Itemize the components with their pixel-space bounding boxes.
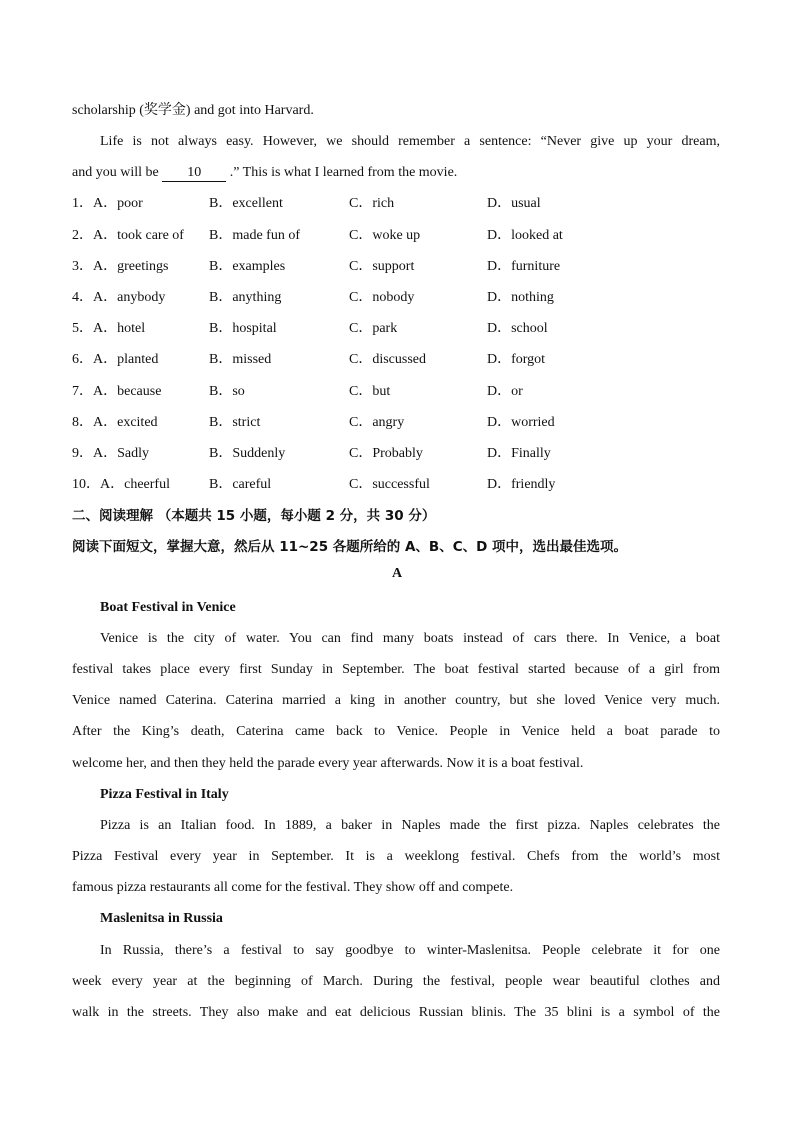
option-row: [72, 226, 722, 246]
option-c: C．woke up: [349, 228, 421, 243]
option-d: D．furniture: [487, 259, 561, 274]
option-d: D．nothing: [487, 290, 554, 305]
passage-line: In Russia, there’s a festival to say goodbye to winter-Maslenitsa. People celebrate it for one: [100, 943, 720, 958]
option-b: B．Suddenly: [209, 446, 286, 461]
passage-line: walk in the streets. They also make and eat delicious Russian blinis. The 35 blini is a symbol of the: [72, 1005, 720, 1020]
option-d: D．usual: [487, 196, 541, 211]
passage-line: festival takes place every first Sunday in September. The boat festival started because of a girl from: [72, 662, 720, 677]
passage-line: Venice is the city of water. You can find many boats instead of cars there. In Venice, a boat: [100, 631, 720, 646]
section-title: 二、阅读理解 （本题共 15 小题，每小题 2 分，共 30 分）: [72, 508, 436, 524]
option-c: C．but: [349, 384, 391, 399]
option-row: [72, 194, 722, 214]
option-b: B．strict: [209, 415, 261, 430]
intro-line-3-start: and you will be: [72, 165, 163, 180]
option-c: C．rich: [349, 196, 395, 211]
option-c: C．discussed: [349, 352, 426, 367]
section-instruction: 阅读下面短文，掌握大意，然后从 11~25 各题所给的 A、B、C、D 项中，选出最佳选项。: [72, 539, 628, 555]
option-b: B．so: [209, 384, 245, 399]
option-b: B．hospital: [209, 321, 277, 336]
passage-line: week every year at the beginning of March. During the festival, people wear beautiful clothes and: [72, 974, 720, 989]
passage-heading: Maslenitsa in Russia: [100, 911, 223, 926]
option-d: D．forgot: [487, 352, 546, 367]
option-d: D．friendly: [487, 477, 556, 492]
option-row: [72, 350, 722, 370]
part-label: A: [391, 566, 403, 581]
option-a: 6．A．planted: [72, 352, 159, 367]
option-row: [72, 319, 722, 339]
option-a: 5．A．hotel: [72, 321, 146, 336]
option-b: B．missed: [209, 352, 272, 367]
option-b: B．excellent: [209, 196, 283, 211]
option-a: 9．A．Sadly: [72, 446, 149, 461]
option-c: C．successful: [349, 477, 430, 492]
intro-line-1: scholarship (奖学金) and got into Harvard.: [72, 103, 314, 118]
option-row: [72, 475, 722, 495]
option-row: [72, 382, 722, 402]
passage-line: famous pizza restaurants all come for the festival. They show off and compete.: [72, 880, 514, 895]
passage-line: Pizza is an Italian food. In 1889, a baker in Naples made the first pizza. Naples celebrates the: [100, 818, 720, 833]
option-row: [72, 413, 722, 433]
option-a: 2．A．took care of: [72, 228, 184, 243]
option-a: 8．A．excited: [72, 415, 158, 430]
answer-blank-10: 10: [162, 165, 226, 182]
option-d: D．looked at: [487, 228, 563, 243]
passage-heading: Boat Festival in Venice: [100, 600, 236, 615]
passage-line: After the King’s death, Caterina came back to Venice. People in Venice held a boat parade to: [72, 724, 720, 739]
intro-line-2: Life is not always easy. However, we should remember a sentence: “Never give up your dream,: [100, 134, 720, 149]
option-c: C．angry: [349, 415, 405, 430]
option-d: D．school: [487, 321, 548, 336]
option-row: [72, 288, 722, 308]
passage-heading: Pizza Festival in Italy: [100, 787, 229, 802]
intro-line-3: [72, 163, 457, 183]
option-d: D．or: [487, 384, 523, 399]
option-a: 1．A．poor: [72, 196, 143, 211]
option-c: C．park: [349, 321, 398, 336]
option-a: 7．A．because: [72, 384, 162, 399]
passage-line: welcome her, and then they held the parade every year afterwards. Now it is a boat festival.: [72, 756, 584, 771]
option-b: B．anything: [209, 290, 282, 305]
option-b: B．careful: [209, 477, 272, 492]
option-b: B．examples: [209, 259, 286, 274]
option-a: 4．A．anybody: [72, 290, 166, 305]
option-c: C．Probably: [349, 446, 423, 461]
option-row: [72, 444, 722, 464]
option-a: 3．A．greetings: [72, 259, 169, 274]
option-row: [72, 257, 722, 277]
option-b: B．made fun of: [209, 228, 300, 243]
passage-line: Venice named Caterina. Caterina married a king in another country, but she loved Venice very much.: [72, 693, 720, 708]
passage-line: Pizza Festival every year in September. It is a weeklong festival. Chefs from the world’s most: [72, 849, 720, 864]
option-c: C．support: [349, 259, 415, 274]
option-c: C．nobody: [349, 290, 415, 305]
option-d: D．Finally: [487, 446, 551, 461]
intro-line-3-end: .” This is what I learned from the movie.: [229, 165, 458, 180]
option-a: 10．A．cheerful: [72, 477, 170, 492]
option-d: D．worried: [487, 415, 555, 430]
